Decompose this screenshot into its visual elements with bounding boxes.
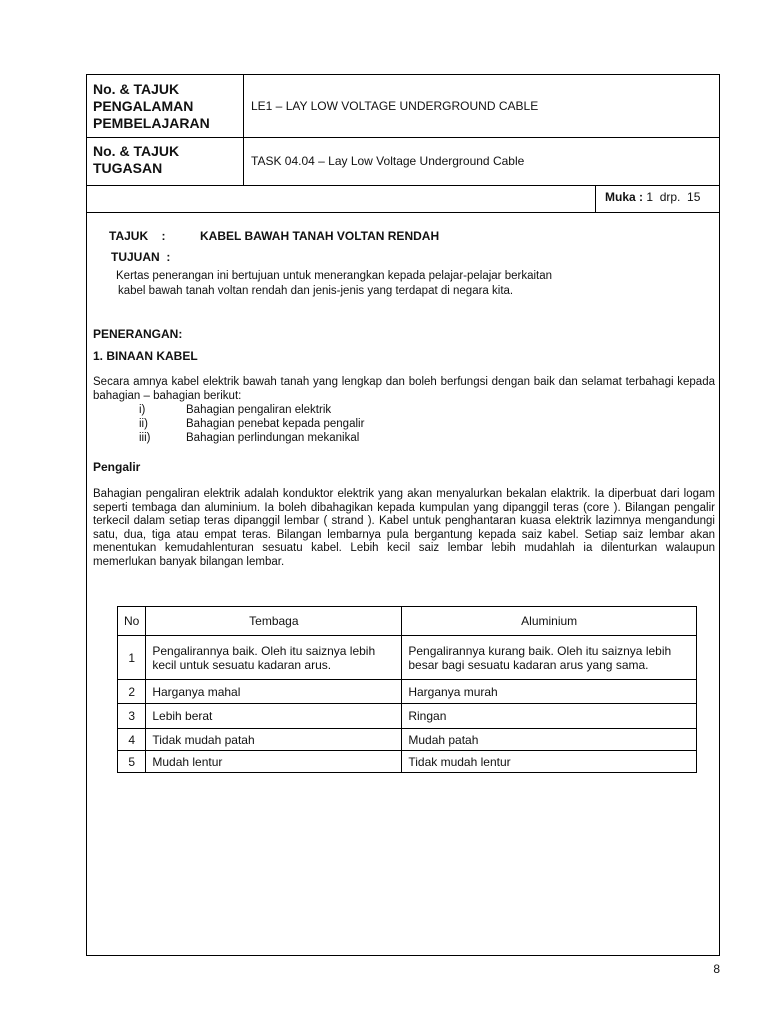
- tembaga-cell: Tidak mudah patah: [146, 729, 402, 751]
- table-row: [118, 704, 697, 729]
- experience-label-line1: No. & TAJUK: [93, 81, 180, 97]
- section-binaan-kabel: 1. BINAAN KABEL: [93, 349, 198, 363]
- row-number: 1: [118, 636, 146, 680]
- list-item-text: Bahagian penebat kepada pengalir: [186, 418, 365, 430]
- header-row-task: [87, 137, 719, 186]
- column-header-no: No: [118, 607, 146, 636]
- pengalir-heading: Pengalir: [93, 460, 141, 474]
- aluminium-cell: Pengalirannya kurang baik. Oleh itu saiznya lebih besar bagi sesuatu kadaran arus yang sama.: [402, 636, 697, 680]
- tajuk-value: KABEL BAWAH TANAH VOLTAN RENDAH: [200, 229, 440, 243]
- row-number: 5: [118, 751, 146, 773]
- list-item-num: iii): [139, 432, 151, 444]
- penerangan-heading: PENERANGAN:: [93, 327, 183, 341]
- experience-label: [87, 75, 244, 137]
- task-label-line2: TUGASAN: [93, 160, 163, 176]
- list-item-num: ii): [139, 418, 148, 430]
- tujuan-line-1: Kertas penerangan ini bertujuan untuk menerangkan kepada pelajar-pelajar berkaitan: [116, 270, 553, 282]
- table-row: [118, 636, 697, 680]
- list-item-num: i): [139, 404, 146, 416]
- row-number: 2: [118, 680, 146, 704]
- task-label-line1: No. & TAJUK: [93, 143, 180, 159]
- header-row-page: [87, 185, 719, 213]
- experience-label-line3: PEMBELAJARAN: [93, 115, 210, 131]
- aluminium-cell: Tidak mudah lentur: [402, 751, 697, 773]
- task-value: TASK 04.04 – Lay Low Voltage Underground Cable: [251, 154, 525, 168]
- tembaga-cell: Pengalirannya baik. Oleh itu saiznya lebih kecil untuk sesuatu kadaran arus.: [146, 636, 402, 680]
- page-count-label: Muka :: [605, 190, 644, 204]
- row-number: 3: [118, 704, 146, 729]
- table-row: [118, 680, 697, 704]
- page-number: 8: [713, 962, 720, 976]
- tembaga-cell: Lebih berat: [146, 704, 402, 729]
- experience-value: LE1 – LAY LOW VOLTAGE UNDERGROUND CABLE: [251, 99, 539, 113]
- page-count-value: 1 drp. 15: [643, 190, 701, 204]
- aluminium-cell: Harganya murah: [402, 680, 697, 704]
- tujuan-line-2: kabel bawah tanah voltan rendah dan jenis-jenis yang terdapat di negara kita.: [118, 285, 514, 297]
- list-item-text: Bahagian perlindungan mekanikal: [186, 432, 360, 444]
- table-row: [118, 729, 697, 751]
- tajuk-label: TAJUK :: [109, 229, 166, 243]
- table-header-row: [118, 607, 697, 636]
- binaan-paragraph: Secara amnya kabel elektrik bawah tanah yang lengkap dan boleh berfungsi dengan baik dan selamat terbahagi kepada bahagian – bahagian berikut:: [93, 376, 715, 402]
- table-row: [118, 751, 697, 773]
- document-frame: [86, 74, 720, 956]
- aluminium-cell: Ringan: [402, 704, 697, 729]
- column-header-aluminium: Aluminium: [402, 607, 697, 636]
- page-count-cell: [595, 185, 719, 212]
- list-item-text: Bahagian pengaliran elektrik: [186, 404, 332, 416]
- tembaga-cell: Harganya mahal: [146, 680, 402, 704]
- aluminium-cell: Mudah patah: [402, 729, 697, 751]
- task-label: [87, 137, 244, 185]
- tujuan-label: TUJUAN :: [111, 250, 171, 264]
- experience-label-line2: PENGALAMAN: [93, 98, 194, 114]
- column-header-tembaga: Tembaga: [146, 607, 402, 636]
- header-row-experience: [87, 75, 719, 138]
- row-number: 4: [118, 729, 146, 751]
- comparison-table: [117, 606, 697, 773]
- tembaga-cell: Mudah lentur: [146, 751, 402, 773]
- pengalir-paragraph: Bahagian pengaliran elektrik adalah konduktor elektrik yang akan menyalurkan bekalan elaktrik. Ia diperbuat dari logam seperti tembaga dan aluminium. Ia boleh dibahagikan kepada kumpulan yang dipanggil teras (core ). Bilangan pengalir terkecil dalam setiap teras dipanggil lembar ( strand ). Kabel untuk penghantaran kuasa elektrik lazimnya mengandungi satu, dua, tiga atau empat teras. Bilangan lembarnya pula bergantung kepada saiz kabel. Setiap saiz lembar akan menentukan kemudahlenturan sesuatu kabel. Lebih kecil saiz lembar lebih mudahlah ia dilenturkan walaupun memerlukan banyak bilangan lembar.: [93, 488, 715, 568]
